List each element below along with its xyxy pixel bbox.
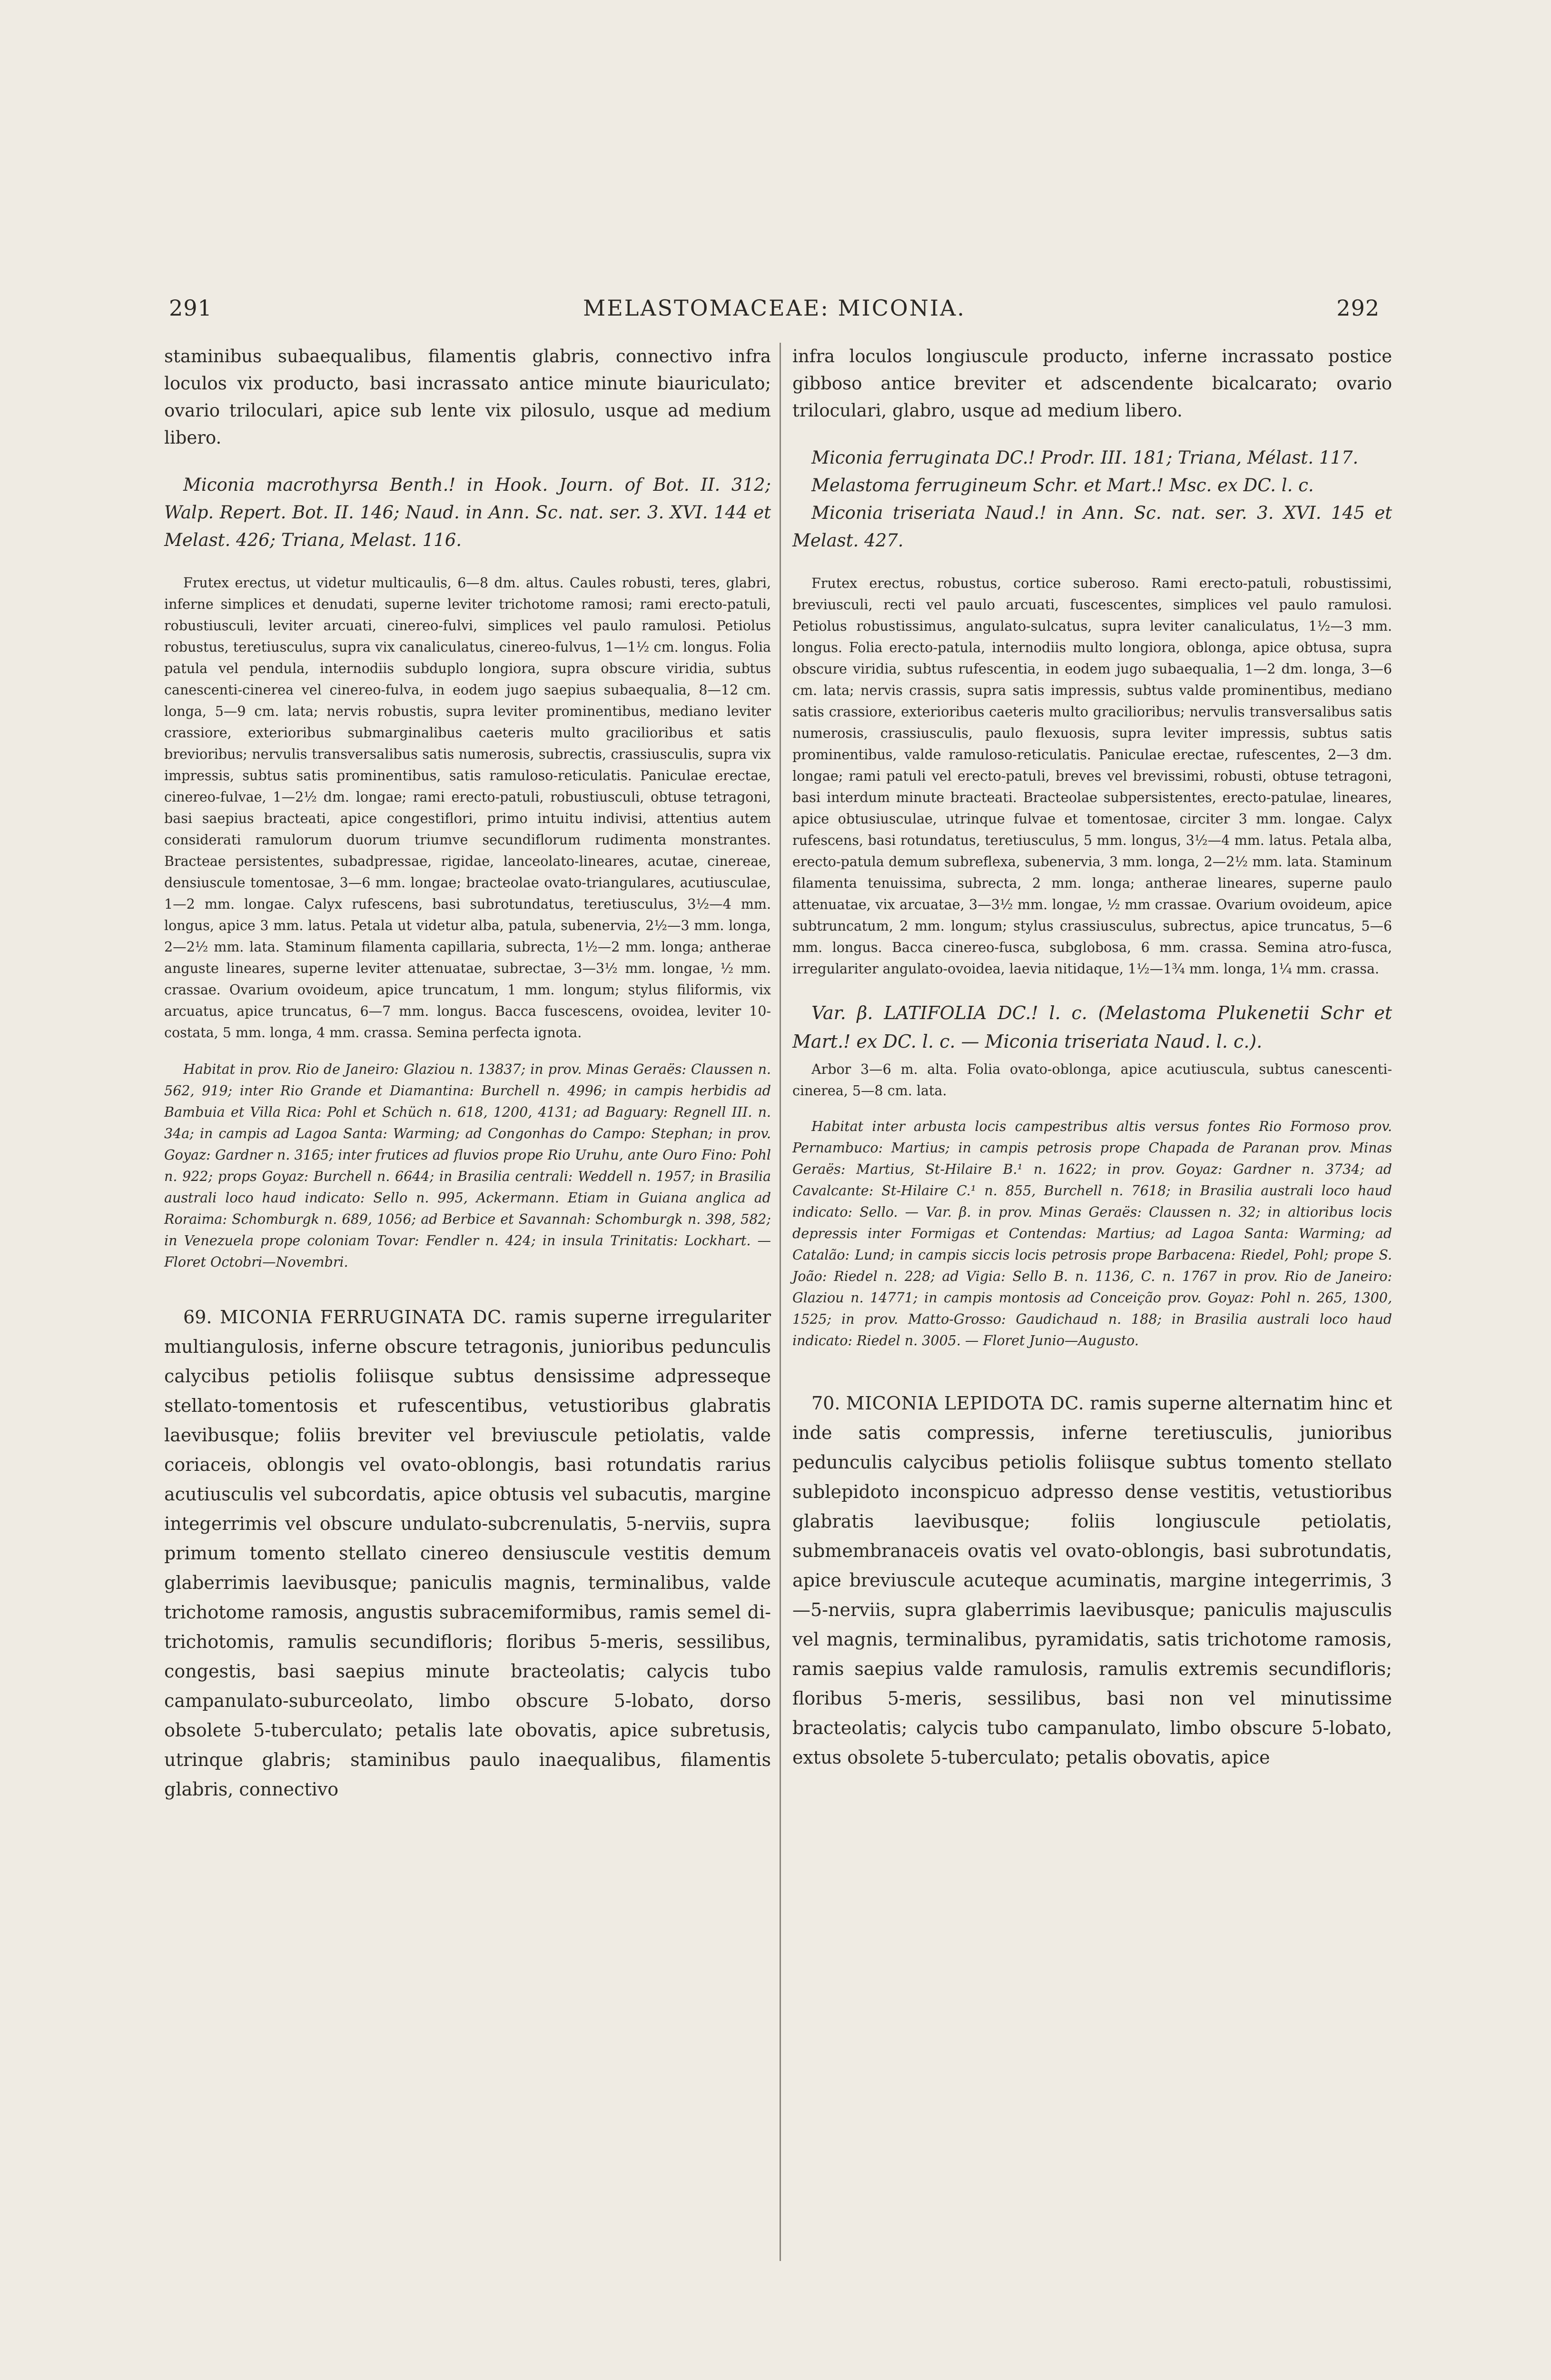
synonym-triseriata: Miconia triseriata Naud.! in Ann. Sc. nat. ser. 3. XVI. 145 et Melast. 427. bbox=[792, 503, 1392, 551]
species-70-diagnosis bbox=[792, 1388, 1392, 1772]
description-ferruginata: Frutex erectus, robustus, cortice suberoso. Rami erecto-patuli, robustissimi, breviusculi, recti vel paulo arcuati, fuscescentes, simplices vel paulo ramulosi. Petiolus robustissimus, angulato-sulcatus, supra leviter canaliculatus, 1½—3 mm. longus. Folia erecto-patula, internodiis multo longiora, oblonga, apice obtusa, supra obscure viridia, subtus rufescentia, in eodem jugo subaequalia, 1—2 dm. longa, 3—6 cm. lata; nervis crassis, supra satis impressis, subtus valde prominentibus, mediano satis crassiore, exterioribus caeteris multo gracilioribus; nervulis transversalibus satis numerosis, crassiusculis, paulo flexuosis, supra leviter impressis, subtus satis prominentibus, valde ramuloso-reticulatis. Paniculae erectae, rufescentes, 2—3 dm. longae; rami patuli vel erecto-patuli, breves vel brevissimi, robusti, obtuse tetragoni, basi interdum minute bracteati. Bracteolae subpersistentes, erecto-patulae, lineares, apice obtusiusculae, utrinque fulvae et tomentosae, circiter 3 mm. longae. Calyx rufescens, basi rotundatus, teretiusculus, 5 mm. longus, 3½—4 mm. latus. Petala alba, erecto-patula demum subreflexa, subenervia, 3 mm. longa, 2—2½ mm. lata. Staminum filamenta tenuissima, subrecta, 2 mm. longa; antherae lineares, superne paulo attenuatae, vix arcuatae, 3—3½ mm. longae, ½ mm crassae. Ovarium ovoideum, apice subtruncatum, 2 mm. longum; stylus crassiusculus, subrectus, apice truncatus, 5—6 mm. longus. Bacca cinereo-fusca, subglobosa, 6 mm. crassa. Semina atro-fusca, irregulariter angulato-ovoidea, laevia nitidaque, 1½—1¾ mm. longa, 1¼ mm. crassa. bbox=[792, 575, 1392, 977]
species-69-block bbox=[164, 1302, 771, 1804]
species-70-text: ramis superne alternatim hinc et inde satis compressis, inferne teretiusculis, junioribus pedunculis calycibus petiolis foliisque subtus tomento stellato sublepidoto inconspicuo adpresso dense vestitis, vetustioribus glabratis laevibusque; foliis longiuscule petiolatis, submembranaceis ovatis vel ovato-oblongis, basi subrotundatis, apice breviuscule acuteque acuminatis, margine integerrimis, 3—5-nerviis, supra glaberrimis laevibusque; paniculis majusculis vel magnis, terminalibus, pyramidatis, satis trichotome ramosis, ramis saepius valde ramulosis, ramulis extremis secundifloris; floribus 5-meris, sessilibus, basi non vel minutissime bracteolatis; calycis tubo campanulato, limbo obscure 5-lobato, extus obsolete 5-tuberculato; petalis obovatis, apice bbox=[792, 1393, 1392, 1768]
species-69-number: 69. bbox=[183, 1307, 212, 1328]
column-divider bbox=[780, 343, 781, 2261]
species-69-name: MICONIA FERRUGINATA DC. bbox=[220, 1307, 507, 1328]
right-column bbox=[792, 343, 1392, 1772]
left-synonymy bbox=[164, 471, 771, 554]
description-macrothyrsa: Frutex erectus, ut videtur multicaulis, 6—8 dm. altus. Caules robusti, teres, glabri, inferne simplices et denudati, superne leviter trichotome ramosi; rami erecto-patuli, robustiusculi, leviter arcuati, cinereo-fulvi, simplices vel paulo ramulosi. Petiolus robustus, teretiusculus, supra vix canaliculatus, cinereo-fulvus, 1—1½ cm. longus. Folia patula vel pendula, internodiis subduplo longiora, supra obscure viridia, subtus canescenti-cinerea vel cinereo-fulva, in eodem jugo saepius subaequalia, 8—12 cm. longa, 5—9 cm. lata; nervis robustis, supra leviter prominentibus, mediano leviter crassiore, exterioribus submarginalibus caeteris multo gracilioribus et satis brevioribus; nervulis transversalibus satis numerosis, subrectis, crassiusculis, supra vix impressis, subtus satis prominentibus, satis ramuloso-reticulatis. Paniculae erectae, cinereo-fulvae, 1—2½ dm. longae; rami erecto-patuli, robustiusculi, obtuse tetragoni, basi saepius bracteati, apice congestiflori, primo intuitu indivisi, attentius autem considerati ramulorum duorum triumve secundiflorum rudimenta monstrantes. Bracteae persistentes, subadpressae, rigidae, lanceolato-lineares, acutae, cinereae, densiuscule tomentosae, 3—6 mm. longae; bracteolae ovato-triangulares, acutiusculae, 1—2 mm. longae. Calyx rufescens, basi subrotundatus, teretiusculus, 3½—4 mm. longus, apice 3 mm. latus. Petala ut videtur alba, patula, subenervia, 2½—3 mm. longa, 2—2½ mm. lata. Staminum filamenta capillaria, subrecta, 1½—2 mm. longa; antherae anguste lineares, superne leviter attenuatae, subrectae, 3—3½ mm. longae, ½ mm. crassae. Ovarium ovoideum, apice truncatum, 1 mm. longum; stylus filiformis, vix arcuatus, apice truncatus, 6—7 mm. longus. Bacca fuscescens, ovoidea, leviter 10-costata, 5 mm. longa, 4 mm. crassa. Semina perfecta ignota. bbox=[164, 575, 771, 1041]
variety-description: Arbor 3—6 m. alta. Folia ovato-oblonga, apice acutiuscula, subtus canescenti-cinerea, 5—8 cm. lata. bbox=[792, 1061, 1392, 1099]
species-70-block bbox=[792, 1388, 1392, 1772]
running-head: MELASTOMACEAE: MICONIA. bbox=[583, 295, 966, 321]
left-column bbox=[164, 343, 771, 1804]
habitat-ferruginata: Habitat inter arbusta locis campestribus altis versus fontes Rio Formoso prov. Pernambuco: Martius; in campis petrosis prope Chapada de Paranan prov. Minas Geraës: Martius, St-Hilaire B.¹ n. 1622; in prov. Goyaz: Gardner n. 3734; ad Cavalcante: St-Hilaire C.¹ n. 855, Burchell n. 7618; in Brasilia australi loco haud indicato: Sello. — Var. β. in prov. Minas Geraës: Claussen n. 32; in altioribus locis depressis inter Formigas et Contendas: Martius; ad Lagoa Santa: Warming; ad Catalão: Lund; in campis siccis locis petrosis prope Barbacena: Riedel, Pohl; prope S. João: Riedel n. 228; ad Vigia: Sello B. n. 1136, C. n. 1767 in prov. Rio de Janeiro: Glaziou n. 14771; in campis montosis ad Conceição prov. Goyaz: Pohl n. 265, 1300, 1525; in prov. Matto-Grosso: Gaudichaud n. 188; in Brasilia australi loco haud indicato: Riedel n. 3005. — Floret Junio—Augusto. bbox=[792, 1119, 1392, 1349]
variety-block bbox=[792, 999, 1392, 1101]
habitat-macrothyrsa: Habitat in prov. Rio de Janeiro: Glaziou n. 13837; in prov. Minas Geraës: Claussen n. 562, 919; inter Rio Grande et Diamantina: Burchell n. 4996; in campis herbidis ad Bambuia et Villa Rica: Pohl et Schüch n. 618, 1200, 4131; ad Baguary: Regnell III. n. 34a; in campis ad Lagoa Santa: Warming; ad Congonhas do Campo: Stephan; in prov. Goyaz: Gardner n. 3165; inter frutices ad fluvios prope Rio Uruhu, ante Ouro Fino: Pohl n. 922; props Goyaz: Burchell n. 6644; in Brasilia centrali: Weddell n. 1957; in Brasilia australi loco haud indicato: Sello n. 995, Ackermann. Etiam in Guiana anglica ad Roraima: Schomburgk n. 689, 1056; ad Berbice et Savannah: Schomburgk n. 398, 582; in Venezuela prope coloniam Tovar: Fendler n. 424; in insula Trinitatis: Lockhart. — Floret Octobri—Novembri. bbox=[164, 1061, 771, 1270]
species-69-text: ramis superne irregulariter multiangulosis, inferne obscure tetragonis, junioribus pedunculis calycibus petiolis foliisque subtus densissime adpresseque stellato-tomentosis et rufescentibus, vetustioribus glabratis laevibusque; foliis breviter vel breviuscule petiolatis, valde coriaceis, oblongis vel ovato-oblongis, basi rotundatis rarius acutiusculis vel subcordatis, apice obtusis vel subacutis, margine integerrimis vel obscure undulato-subcrenulatis, 5-nerviis, supra primum tomento stellato cinereo densiuscule vestitis demum glaberrimis laevibusque; paniculis magnis, terminalibus, valde trichotome ramosis, angustis subracemiformibus, ramis semel di-trichotomis, ramulis secundifloris; floribus 5-meris, sessilibus, congestis, basi saepius minute bracteolatis; calycis tubo campanulato-suburceolato, limbo obscure 5-lobato, dorso obsolete 5-tuberculato; petalis late obovatis, apice subretusis, utrinque glabris; staminibus paulo inaequalibus, filamentis glabris, connectivo bbox=[164, 1307, 771, 1800]
synonym-macrothyrsa: Miconia macrothyrsa Benth.! in Hook. Journ. of Bot. II. 312; Walp. Repert. Bot. II. 146; Naud. in Ann. Sc. nat. ser. 3. XVI. 144 et Melast. 426; Triana, Melast. 116. bbox=[164, 475, 771, 550]
page-header bbox=[169, 295, 1380, 333]
left-habitat-block bbox=[164, 1059, 771, 1273]
right-description-block bbox=[792, 573, 1392, 980]
synonym-ferrugineum: Melastoma ferrugineum Schr. et Mart.! Msc. ex DC. l. c. bbox=[811, 475, 1314, 496]
right-habitat-block bbox=[792, 1116, 1392, 1351]
left-description-block bbox=[164, 572, 771, 1043]
species-69-diagnosis bbox=[164, 1302, 771, 1804]
right-intro-text: infra loculos longiuscule producto, inferne incrassato postice gibboso antice breviter et adscendente bicalcarato; ovario triloculari, glabro, usque ad medium libero. bbox=[792, 346, 1392, 421]
left-intro-text: staminibus subaequalibus, filamentis glabris, connectivo infra loculos vix producto, basi incrassato antice minute biauriculato; ovario triloculari, apice sub lente vix pilosulo, usque ad medium libero. bbox=[164, 346, 771, 448]
species-70-number: 70. bbox=[811, 1393, 840, 1414]
species-70-name: MICONIA LEPIDOTA DC. bbox=[846, 1393, 1085, 1414]
page-number-right: 292 bbox=[1336, 295, 1380, 321]
synonym-ferruginata: Miconia ferruginata DC.! Prodr. III. 181; Triana, Mélast. 117. bbox=[811, 447, 1359, 468]
page-number-left: 291 bbox=[169, 295, 212, 321]
right-synonymy bbox=[792, 444, 1392, 555]
variety-heading: Var. β. LATIFOLIA DC.! l. c. (Melastoma Plukenetii Schr et Mart.! ex DC. l. c. — Miconia triseriata Naud. l. c.). bbox=[792, 1002, 1392, 1052]
